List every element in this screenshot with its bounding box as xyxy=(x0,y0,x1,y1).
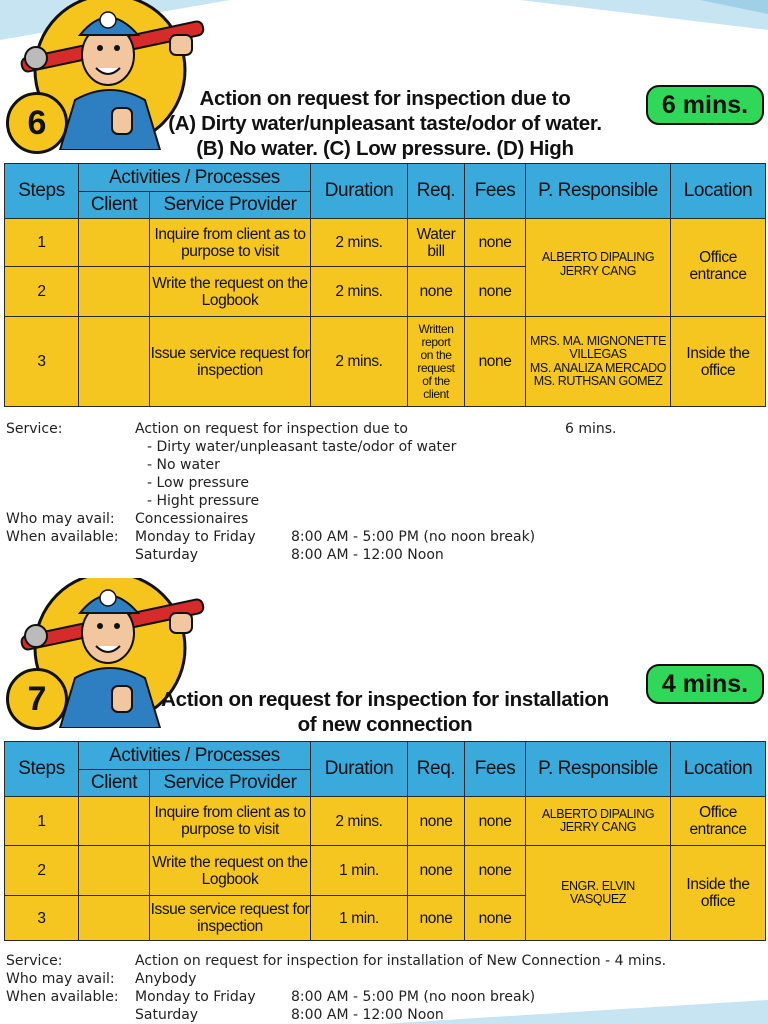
service-text: Action on request for inspection due to xyxy=(135,421,408,437)
responsible-cell: MRS. MA. MIGNONETTE VILLEGAS MS. ANALIZA MERCADO MS. RUTHSAN GOMEZ xyxy=(526,317,671,407)
responsible-cell: ALBERTO DIPALING JERRY CANG xyxy=(526,797,671,846)
client-cell xyxy=(79,896,150,941)
header-location: Location xyxy=(671,742,766,797)
fees-cell: none xyxy=(465,317,526,407)
req-cell: Written report on the request of the client xyxy=(408,317,465,407)
header-responsible: P. Responsible xyxy=(526,742,671,797)
step-number: 3 xyxy=(5,896,79,941)
responsible-cell: ENGR. ELVIN VASQUEZ xyxy=(526,846,671,941)
service-item: - Dirty water/unpleasant taste/odor of water xyxy=(147,439,457,455)
weekday-label: Monday to Friday xyxy=(135,989,256,1005)
fees-cell: none xyxy=(465,267,526,317)
title-line: of new connection xyxy=(297,713,473,736)
step-number: 1 xyxy=(5,219,79,267)
step-number: 2 xyxy=(5,267,79,317)
service-duration: 6 mins. xyxy=(565,421,617,437)
weekday-label: Monday to Friday xyxy=(135,529,256,545)
fees-cell: none xyxy=(465,846,526,896)
service-item: - No water xyxy=(147,457,220,473)
section-number-badge: 6 xyxy=(6,92,68,154)
location-cell: Office entrance xyxy=(671,797,766,846)
who-label: Who may avail: xyxy=(6,971,115,987)
service-item: - Low pressure xyxy=(147,475,249,491)
header-duration: Duration xyxy=(311,742,408,797)
header-activities: Activities / Processes xyxy=(79,164,311,192)
step-number: 2 xyxy=(5,846,79,896)
total-time-badge: 4 mins. xyxy=(646,664,764,704)
client-cell xyxy=(79,797,150,846)
title-line: (A) Dirty water/unpleasant taste/odor of water. xyxy=(168,112,602,135)
service-item: - Hight pressure xyxy=(147,493,260,509)
provider-cell: Write the request on the Logbook xyxy=(150,267,311,317)
section-title xyxy=(150,687,620,737)
header-req: Req. xyxy=(408,164,465,219)
header-provider: Service Provider xyxy=(150,770,311,797)
who-value: Anybody xyxy=(135,971,197,987)
location-cell: Inside the office xyxy=(671,317,766,407)
header-fees: Fees xyxy=(465,742,526,797)
provider-cell: Inquire from client as to purpose to visit xyxy=(150,219,311,267)
saturday-hours: 8:00 AM - 12:00 Noon xyxy=(291,1007,444,1023)
req-cell: none xyxy=(408,846,465,896)
location-cell: Inside the office xyxy=(671,846,766,941)
step-number: 1 xyxy=(5,797,79,846)
fees-cell: none xyxy=(465,219,526,267)
duration-cell: 2 mins. xyxy=(311,797,408,846)
client-cell xyxy=(79,846,150,896)
process-table xyxy=(4,741,766,941)
saturday-label: Saturday xyxy=(135,547,199,563)
title-line: Action on request for inspection due to xyxy=(199,87,571,110)
section-number-badge: 7 xyxy=(6,668,68,730)
duration-cell: 1 min. xyxy=(311,896,408,941)
req-cell: none xyxy=(408,267,465,317)
header-req: Req. xyxy=(408,742,465,797)
header-activities: Activities / Processes xyxy=(79,742,311,770)
who-value: Concessionaires xyxy=(135,511,249,527)
client-cell xyxy=(79,219,150,267)
client-cell xyxy=(79,317,150,407)
header-responsible: P. Responsible xyxy=(526,164,671,219)
header-client: Client xyxy=(79,192,150,219)
total-time-badge: 6 mins. xyxy=(646,85,764,125)
provider-cell: Issue service request for inspection xyxy=(150,317,311,407)
header-steps: Steps xyxy=(5,742,79,797)
when-label: When available: xyxy=(6,529,119,545)
header-client: Client xyxy=(79,770,150,797)
provider-cell: Write the request on the Logbook xyxy=(150,846,311,896)
duration-cell: 2 mins. xyxy=(311,219,408,267)
fees-cell: none xyxy=(465,896,526,941)
header-fees: Fees xyxy=(465,164,526,219)
fees-cell: none xyxy=(465,797,526,846)
saturday-hours: 8:00 AM - 12:00 Noon xyxy=(291,547,444,563)
header-provider: Service Provider xyxy=(150,192,311,219)
header-steps: Steps xyxy=(5,164,79,219)
duration-cell: 2 mins. xyxy=(311,267,408,317)
req-cell: none xyxy=(408,797,465,846)
weekday-hours: 8:00 AM - 5:00 PM (no noon break) xyxy=(291,989,536,1005)
location-cell: Office entrance xyxy=(671,219,766,317)
when-label: When available: xyxy=(6,989,119,1005)
provider-cell: Issue service request for inspection xyxy=(150,896,311,941)
provider-cell: Inquire from client as to purpose to visit xyxy=(150,797,311,846)
duration-cell: 1 min. xyxy=(311,846,408,896)
process-table xyxy=(4,163,766,407)
duration-cell: 2 mins. xyxy=(311,317,408,407)
header-duration: Duration xyxy=(311,164,408,219)
client-cell xyxy=(79,267,150,317)
step-number: 3 xyxy=(5,317,79,407)
title-line: Action on request for inspection for installation xyxy=(161,688,609,711)
saturday-label: Saturday xyxy=(135,1007,199,1023)
service-label: Service: xyxy=(6,953,63,969)
responsible-cell: ALBERTO DIPALING JERRY CANG xyxy=(526,219,671,317)
title-line: (B) No water. (C) Low pressure. (D) High xyxy=(196,137,574,160)
who-label: Who may avail: xyxy=(6,511,115,527)
weekday-hours: 8:00 AM - 5:00 PM (no noon break) xyxy=(291,529,536,545)
service-label: Service: xyxy=(6,421,63,437)
header-location: Location xyxy=(671,164,766,219)
req-cell: none xyxy=(408,896,465,941)
req-cell: Water bill xyxy=(408,219,465,267)
service-text: Action on request for inspection for installation of New Connection - 4 mins. xyxy=(135,953,667,969)
